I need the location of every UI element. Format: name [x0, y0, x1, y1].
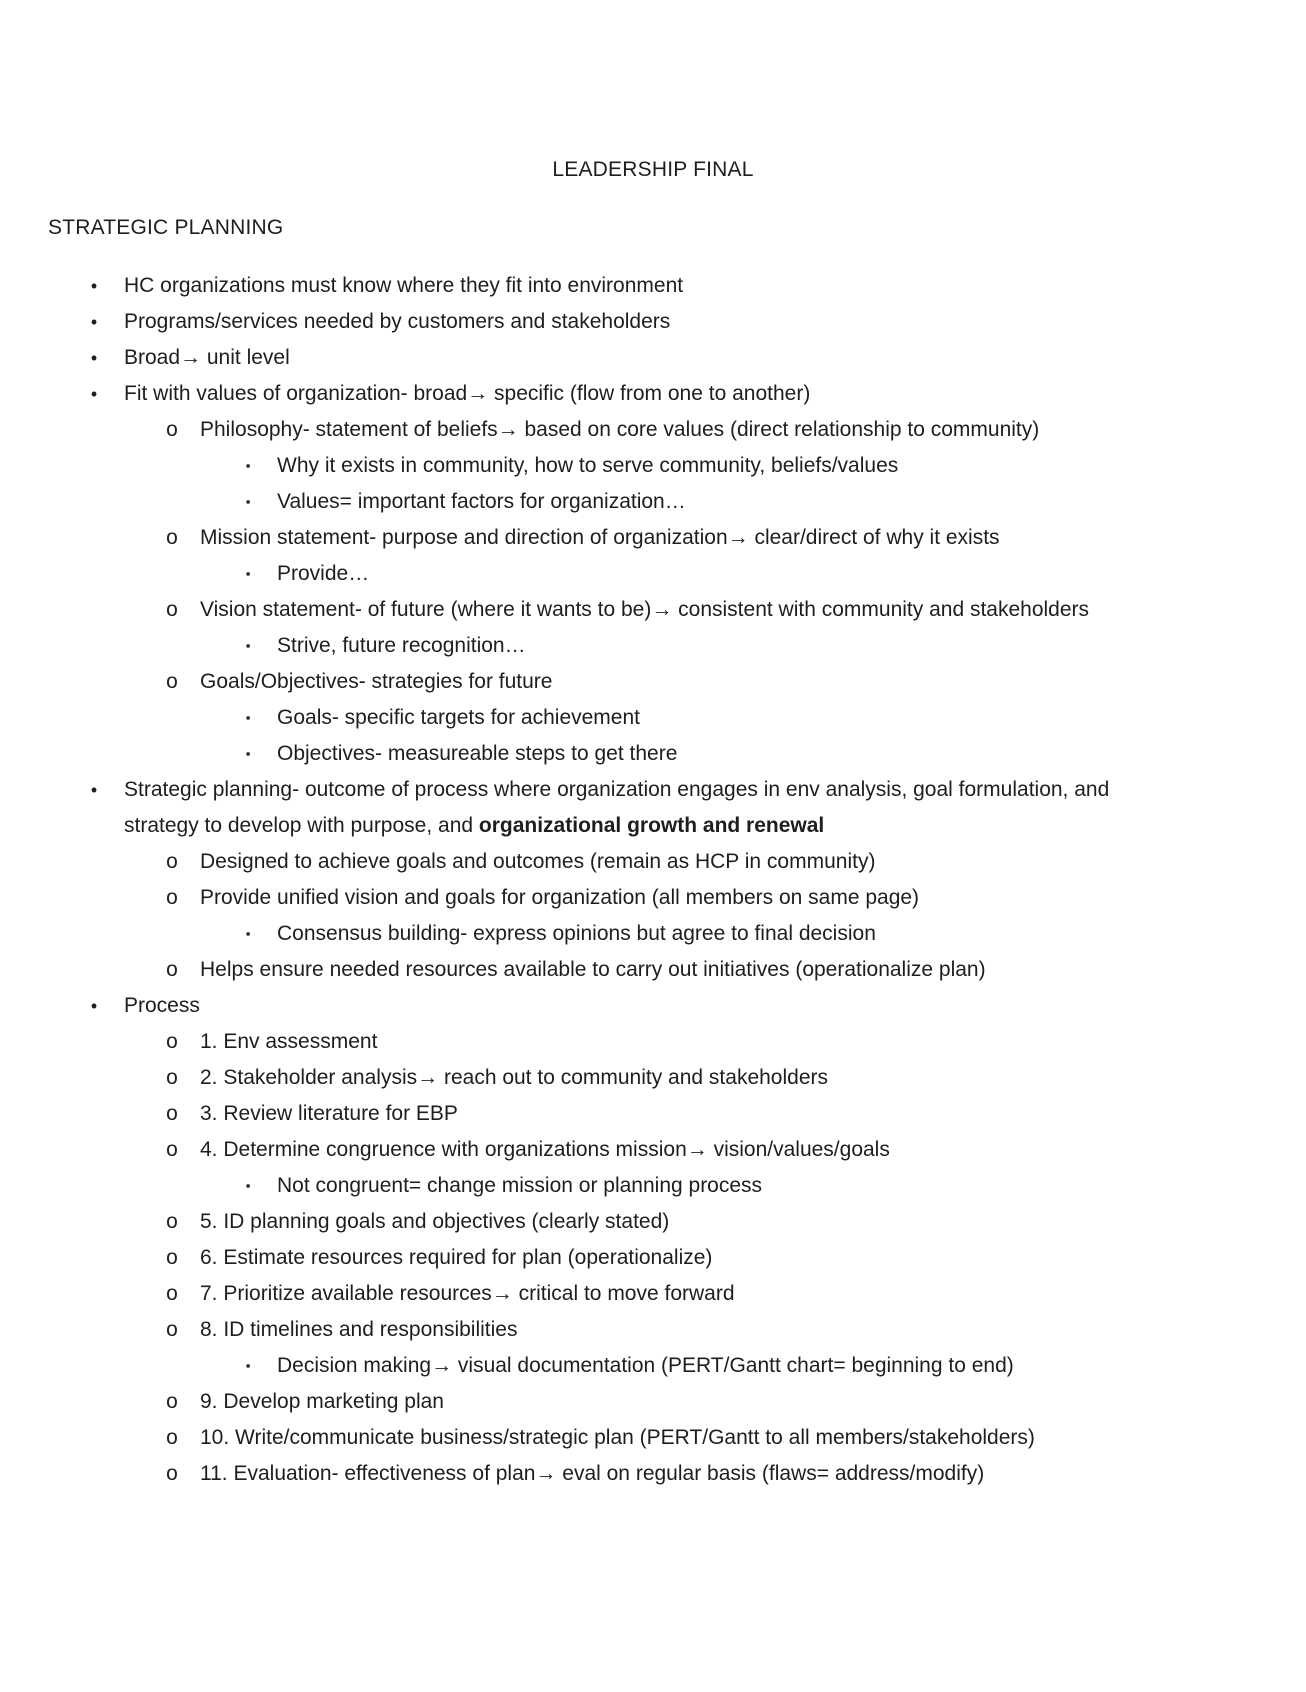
list-item-text: Process: [124, 994, 200, 1017]
list-item-text: Objectives- measureable steps to get there: [277, 742, 678, 765]
list-item-text: Philosophy- statement of beliefs→ based on core values (direct relationship to community): [200, 418, 1040, 441]
list-item: [0, 1240, 1306, 1276]
circle-marker: o: [166, 526, 178, 549]
square-marker: ▪: [245, 458, 251, 473]
list-item-text: 5. ID planning goals and objectives (clearly stated): [200, 1210, 670, 1233]
list-item: [0, 592, 1306, 628]
circle-marker: o: [166, 1462, 178, 1485]
list-item-text: Mission statement- purpose and direction of organization→ clear/direct of why it exists: [200, 526, 1000, 549]
list-item: [0, 1384, 1306, 1420]
list-item: [0, 340, 1306, 376]
circle-marker: o: [166, 1246, 178, 1269]
list-item: [0, 484, 1306, 520]
list-item: [0, 1132, 1306, 1168]
list-item-continuation: strategy to develop with purpose, and: [124, 814, 479, 837]
list-item: [0, 1420, 1306, 1456]
circle-marker: o: [166, 418, 178, 441]
square-marker: ▪: [245, 926, 251, 941]
circle-marker: o: [166, 1390, 178, 1413]
outline-list: [0, 268, 1306, 1492]
list-item: [0, 628, 1306, 664]
document-title: LEADERSHIP FINAL: [552, 158, 754, 181]
list-item-text: 9. Develop marketing plan: [200, 1390, 444, 1413]
list-item: [0, 1024, 1306, 1060]
list-item-text: 4. Determine congruence with organizations mission→ vision/values/goals: [200, 1138, 890, 1161]
list-item-line: [124, 808, 1109, 844]
list-item: [0, 1348, 1306, 1384]
list-item-text: Fit with values of organization- broad→ specific (flow from one to another): [124, 382, 811, 405]
list-item: [0, 1096, 1306, 1132]
list-item-text: Vision statement- of future (where it wants to be)→ consistent with community and stakeholders: [200, 598, 1090, 621]
list-item-line: Strategic planning- outcome of process where organization engages in env analysis, goal formulation, and: [124, 778, 1110, 801]
circle-marker: o: [166, 1426, 178, 1449]
square-marker: ▪: [245, 1178, 251, 1193]
bullet-marker: •: [90, 780, 98, 800]
circle-marker: o: [166, 1066, 178, 1089]
list-item: [0, 1204, 1306, 1240]
circle-marker: o: [166, 1030, 178, 1053]
list-item-text: Provide unified vision and goals for organization (all members on same page): [200, 886, 920, 909]
bullet-marker: •: [90, 996, 98, 1016]
list-item-text: 6. Estimate resources required for plan (operationalize): [200, 1246, 713, 1269]
circle-marker: o: [166, 1318, 178, 1341]
bullet-marker: •: [90, 276, 98, 296]
circle-marker: o: [166, 886, 178, 909]
circle-marker: o: [166, 670, 178, 693]
list-item-text: Values= important factors for organization…: [277, 490, 686, 513]
list-item: [0, 520, 1306, 556]
square-marker: ▪: [245, 710, 251, 725]
list-item-emphasis: organizational growth and renewal: [478, 814, 825, 837]
list-item: [0, 916, 1306, 952]
list-item-text: Goals- specific targets for achievement: [277, 706, 640, 729]
list-item-text: Why it exists in community, how to serve community, beliefs/values: [277, 454, 899, 477]
list-item: [0, 1060, 1306, 1096]
list-item: [0, 700, 1306, 736]
circle-marker: o: [166, 850, 178, 873]
square-marker: ▪: [245, 746, 251, 761]
list-item-text: Designed to achieve goals and outcomes (remain as HCP in community): [200, 850, 876, 873]
list-item-text: Consensus building- express opinions but agree to final decision: [277, 922, 876, 945]
list-item: [0, 736, 1306, 772]
list-item-text: 7. Prioritize available resources→ critical to move forward: [200, 1282, 735, 1305]
section-heading: STRATEGIC PLANNING: [48, 216, 284, 239]
list-item-text: Programs/services needed by customers and stakeholders: [124, 310, 671, 333]
list-item: [0, 1312, 1306, 1348]
circle-marker: o: [166, 1210, 178, 1233]
list-item: [0, 556, 1306, 592]
list-item-text: Broad→ unit level: [124, 346, 290, 369]
list-item: [0, 268, 1306, 304]
list-item: [0, 1456, 1306, 1492]
list-item: [0, 988, 1306, 1024]
list-item-text: 10. Write/communicate business/strategic plan (PERT/Gantt to all members/stakeholders): [200, 1426, 1035, 1449]
list-item: [0, 844, 1306, 880]
list-item: [0, 1276, 1306, 1312]
circle-marker: o: [166, 1102, 178, 1125]
list-item-text: 1. Env assessment: [200, 1030, 378, 1053]
square-marker: ▪: [245, 494, 251, 509]
list-item-text: HC organizations must know where they fit into environment: [124, 274, 684, 297]
list-item: [0, 664, 1306, 700]
list-item: [0, 376, 1306, 412]
list-item-text: 8. ID timelines and responsibilities: [200, 1318, 518, 1341]
square-marker: ▪: [245, 566, 251, 581]
bullet-marker: •: [90, 312, 98, 332]
list-item: [0, 772, 1306, 844]
list-item-text: 2. Stakeholder analysis→ reach out to community and stakeholders: [200, 1066, 829, 1089]
list-item: [0, 880, 1306, 916]
list-item-text: Goals/Objectives- strategies for future: [200, 670, 553, 693]
square-marker: ▪: [245, 638, 251, 653]
list-item: [0, 448, 1306, 484]
circle-marker: o: [166, 598, 178, 621]
bullet-marker: •: [90, 384, 98, 404]
list-item: [0, 304, 1306, 340]
list-item: [0, 952, 1306, 988]
list-item: [0, 1168, 1306, 1204]
list-item: [0, 412, 1306, 448]
circle-marker: o: [166, 958, 178, 981]
list-item-text: 3. Review literature for EBP: [200, 1102, 458, 1125]
list-item-text: [124, 772, 1109, 844]
square-marker: ▪: [245, 1358, 251, 1373]
list-item-text: 11. Evaluation- effectiveness of plan→ eval on regular basis (flaws= address/modify): [200, 1462, 985, 1485]
list-item-text: Strive, future recognition…: [277, 634, 526, 657]
bullet-marker: •: [90, 348, 98, 368]
circle-marker: o: [166, 1282, 178, 1305]
list-item-text: Provide…: [277, 562, 370, 585]
list-item-text: Not congruent= change mission or planning process: [277, 1174, 763, 1197]
list-item-text: Helps ensure needed resources available to carry out initiatives (operationalize plan): [200, 958, 986, 981]
list-item-text: Decision making→ visual documentation (PERT/Gantt chart= beginning to end): [277, 1354, 1014, 1377]
circle-marker: o: [166, 1138, 178, 1161]
